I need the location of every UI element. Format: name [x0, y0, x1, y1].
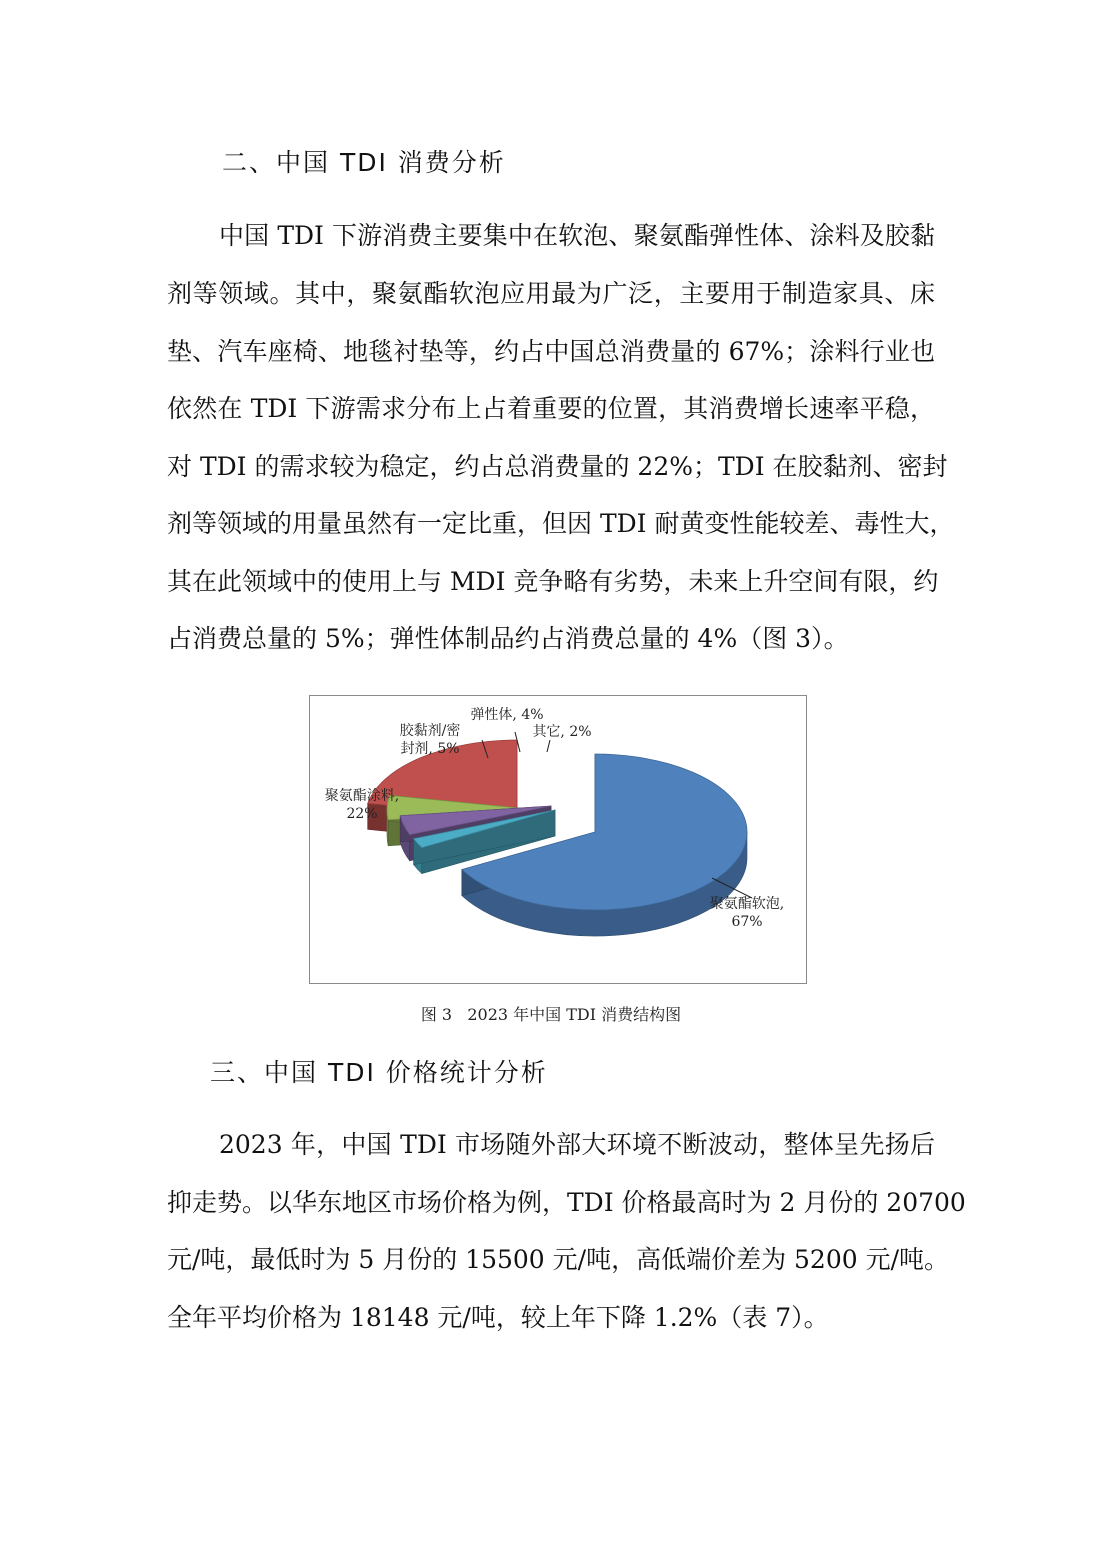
section-3-heading: 三、中国 TDI 价格统计分析: [210, 1058, 548, 1087]
slice-data-label: 聚氨酯软泡,: [709, 896, 785, 912]
pie-chart-svg: [310, 696, 806, 983]
slice-data-label: 弹性体, 4%: [470, 707, 544, 723]
paragraph-line: 剂等领域的用量虽然有一定比重，但因 TDI 耐黄变性能较差、毒性大，: [167, 509, 955, 538]
slice-data-label: 67%: [731, 914, 763, 930]
slice-data-label: 封剂, 5%: [400, 741, 460, 757]
paragraph-line: 抑走势。以华东地区市场价格为例，TDI 价格最高时为 2 月份的 20700: [167, 1188, 966, 1217]
figure-caption: 图 3 2023 年中国 TDI 消费结构图: [420, 1005, 682, 1024]
slice-data-label: 聚氨酯涂料,: [324, 788, 400, 804]
paragraph-line: 垫、汽车座椅、地毯衬垫等，约占中国总消费量的 67%；涂料行业也: [167, 337, 935, 366]
slice-data-label: 22%: [346, 806, 378, 822]
slice-data-label: 其它, 2%: [532, 724, 592, 740]
paragraph-line: 占消费总量的 5%；弹性体制品约占消费总量的 4%（图 3）。: [167, 624, 849, 653]
paragraph-line: 剂等领域。其中，聚氨酯软泡应用最为广泛，主要用于制造家具、床: [167, 279, 935, 308]
paragraph-line: 元/吨，最低时为 5 月份的 15500 元/吨，高低端价差为 5200 元/吨。: [167, 1245, 950, 1274]
paragraph-line: 其在此领域中的使用上与 MDI 竞争略有劣势，未来上升空间有限，约: [167, 567, 939, 596]
slice-data-label: 胶黏剂/密: [399, 723, 461, 739]
paragraph-line: 中国 TDI 下游消费主要集中在软泡、聚氨酯弹性体、涂料及胶黏: [219, 221, 935, 250]
paragraph-line: 对 TDI 的需求较为稳定，约占总消费量的 22%；TDI 在胶黏剂、密封: [167, 452, 948, 481]
paragraph-line: 2023 年，中国 TDI 市场随外部大环境不断波动，整体呈先扬后: [219, 1130, 935, 1159]
paragraph-line: 依然在 TDI 下游需求分布上占着重要的位置，其消费增长速率平稳，: [167, 394, 935, 423]
consumption-pie-chart: [309, 695, 807, 984]
paragraph-line: 全年平均价格为 18148 元/吨，较上年下降 1.2%（表 7）。: [167, 1303, 829, 1332]
section-2-heading: 二、中国 TDI 消费分析: [222, 148, 506, 177]
leader-line: [547, 740, 550, 752]
